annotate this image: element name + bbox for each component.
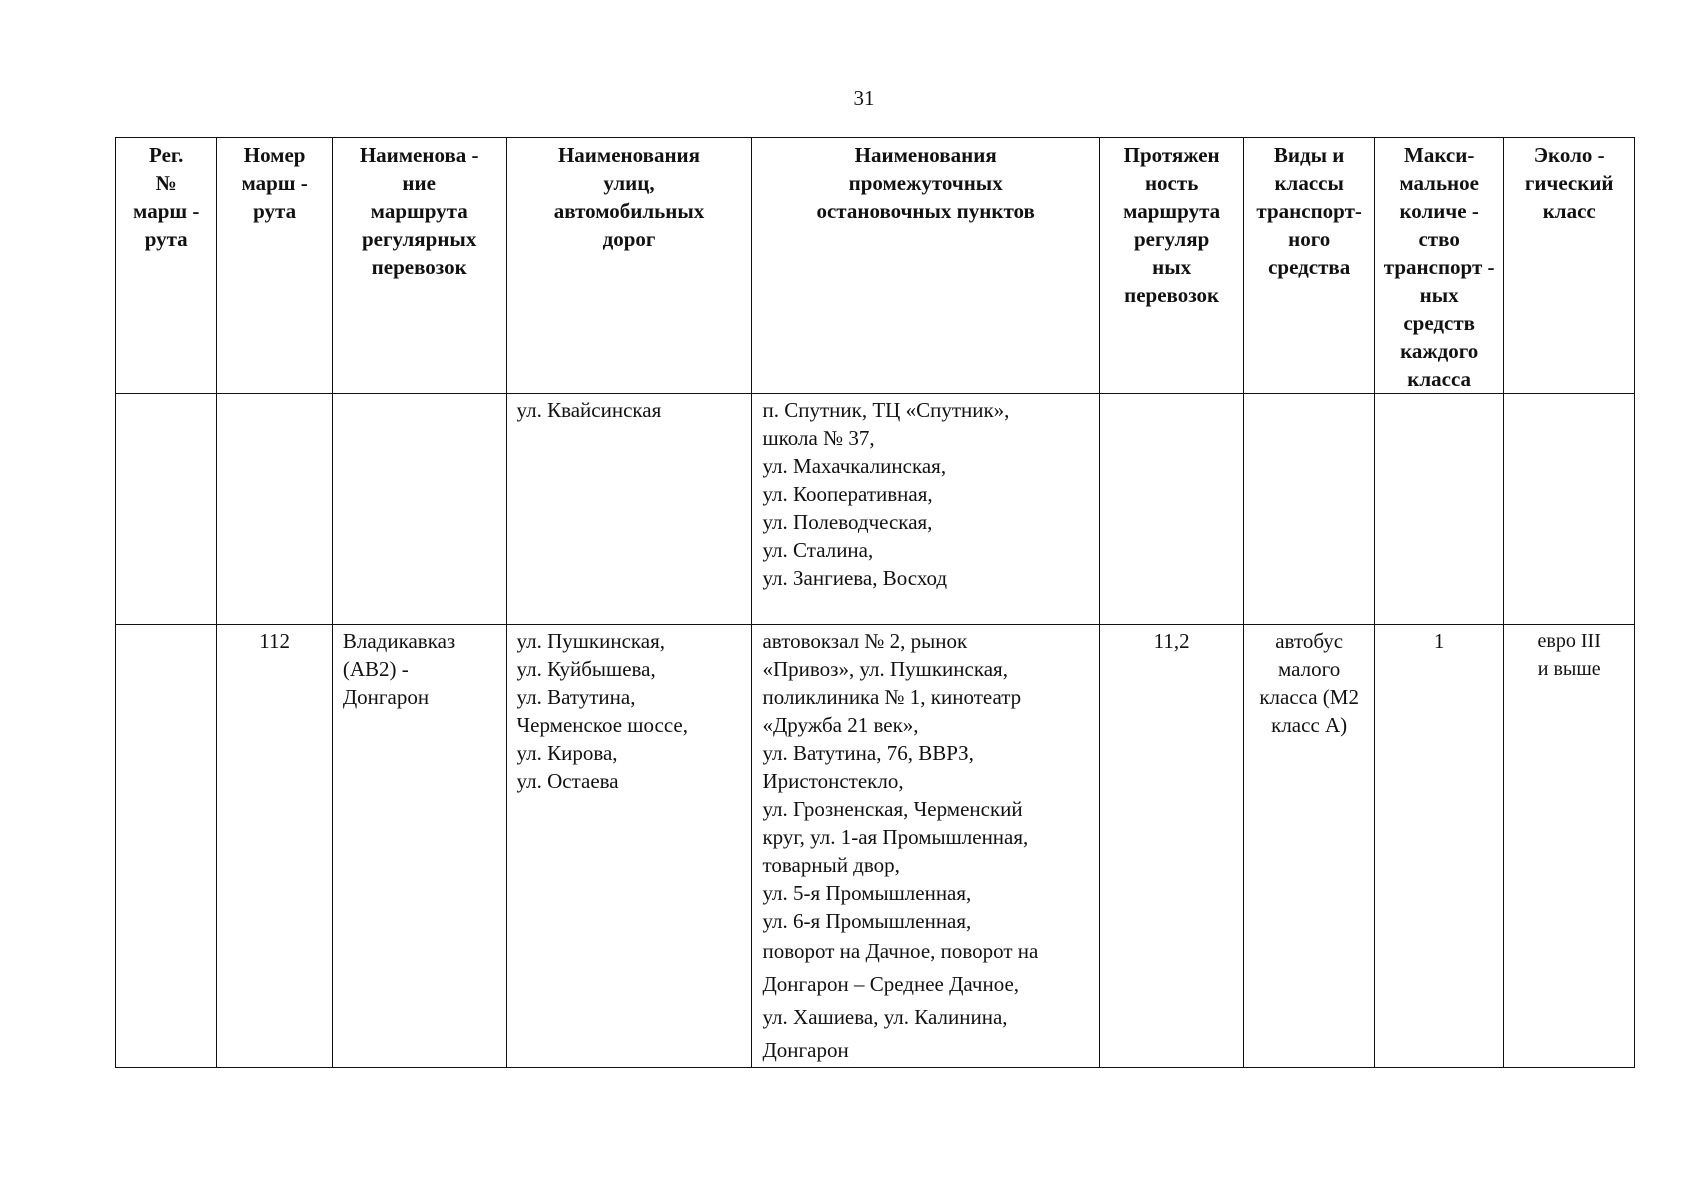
cell-vehicle: автобус малого класса (М2 класс А) (1244, 625, 1375, 1068)
cell-reg (116, 625, 217, 1068)
header-eco-class: Эколо - гический класс (1504, 138, 1635, 394)
cell-reg (116, 394, 217, 625)
cell-vehicle (1244, 394, 1375, 625)
table-row (116, 394, 1635, 625)
header-route-number: Номер марш - рута (217, 138, 332, 394)
cell-streets: ул. Пушкинская, ул. Куйбышева, ул. Ватутина, Черменское шоссе, ул. Кирова, ул. Остаева (506, 625, 752, 1068)
cell-eco (1504, 394, 1635, 625)
cell-max-count: 1 (1374, 625, 1504, 1068)
table-header-row (116, 138, 1635, 394)
cell-number (217, 394, 332, 625)
stops-tail-text: поворот на Дачное, поворот на Донгарон – Среднее Дачное, ул. Хашиева, ул. Калинина, Донгарон (762, 939, 1039, 1062)
routes-table (115, 137, 1635, 1068)
cell-length: 11,2 (1099, 625, 1244, 1068)
header-route-name: Наименова - ние маршрута регулярных перевозок (332, 138, 506, 394)
cell-max-count (1374, 394, 1504, 625)
header-reg-number: Рег. № марш - рута (116, 138, 217, 394)
header-vehicle-type: Виды и классы транспорт- ного средства (1244, 138, 1375, 394)
header-stops: Наименования промежуточных остановочных пунктов (752, 138, 1099, 394)
stops-main-text: автовокзал № 2, рынок «Привоз», ул. Пушкинская, поликлиника № 1, кинотеатр «Дружба 21 век», ул. Ватутина, 76, ВВРЗ, Иристонстекло, ул. Грозненская, Черменский круг, ул. 1-ая Промышленная, товарный двор, ул. 5-я Промышленная, ул. 6-я Промышленная, (762, 629, 1029, 933)
header-length: Протяжен ность маршрута регуляр ных перевозок (1099, 138, 1244, 394)
cell-length (1099, 394, 1244, 625)
page-number: 31 (853, 86, 875, 110)
cell-eco: евро III и выше (1504, 625, 1635, 1068)
header-streets: Наименования улиц, автомобильных дорог (506, 138, 752, 394)
cell-streets: ул. Квайсинская (506, 394, 752, 625)
header-max-count: Макси- мальное количе - ство транспорт - ных средств каждого класса (1374, 138, 1504, 394)
table-row (116, 625, 1635, 1068)
cell-stops (752, 625, 1099, 1068)
cell-number: 112 (217, 625, 332, 1068)
cell-name (332, 394, 506, 625)
cell-name: Владикавказ (АВ2) - Донгарон (332, 625, 506, 1068)
cell-stops: п. Спутник, ТЦ «Спутник», школа № 37, ул. Махачкалинская, ул. Кооперативная, ул. Полеводческая, ул. Сталина, ул. Зангиева, Восход (752, 394, 1099, 625)
